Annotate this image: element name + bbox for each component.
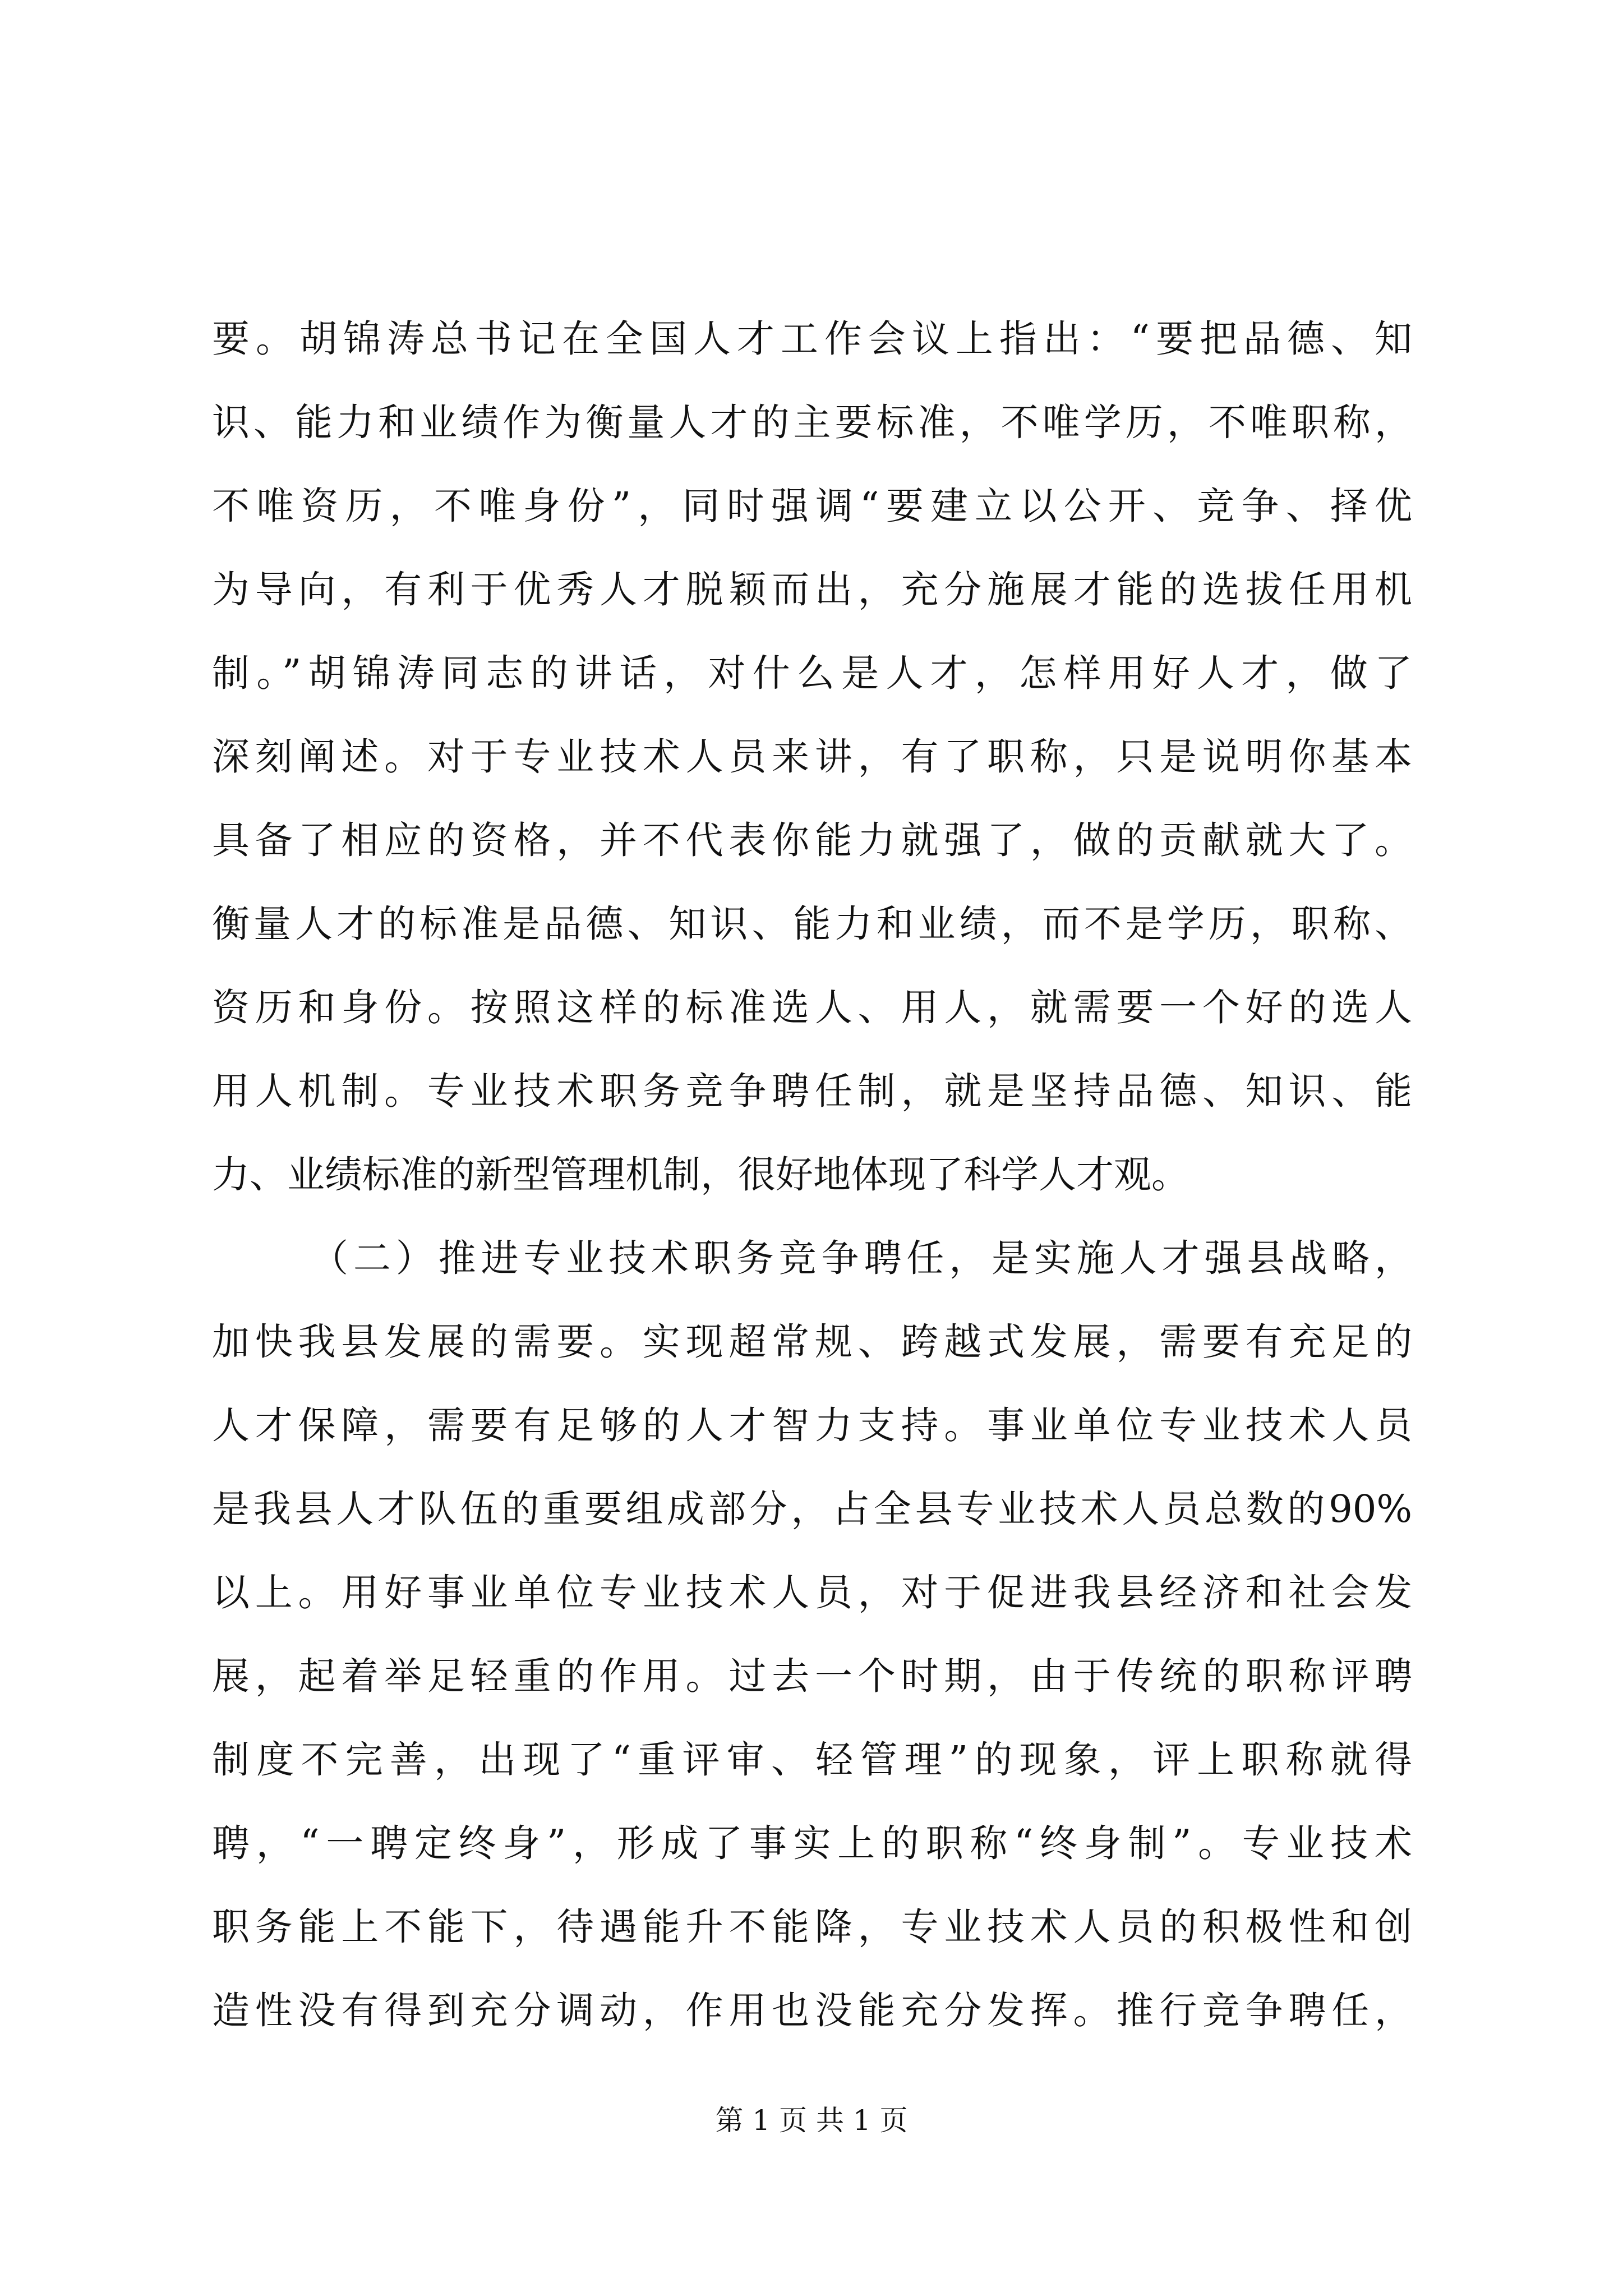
text-line: 衡量人才的标准是品德、知识、能力和业绩，而不是学历，职称、 [212,902,1412,946]
text-line: 造性没有得到充分调动，作用也没能充分发挥。推行竞争聘任， [212,1989,1412,2032]
text-line: 深刻阐述。对于专业技术人员来讲，有了职称，只是说明你基本 [212,735,1412,779]
text-line: 职务能上不能下，待遇能升不能降，专业技术人员的积极性和创 [212,1905,1412,1949]
text-line: 是我县人才队伍的重要组成部分，占全县专业技术人员总数的90% [212,1487,1412,1531]
page-number-footer: 第 1 页 共 1 页 [715,2104,908,2137]
text-line: 展，起着举足轻重的作用。过去一个时期，由于传统的职称评聘 [212,1654,1412,1698]
text-line: 为导向，有利于优秀人才脱颖而出，充分施展才能的选拔任用机 [212,568,1412,611]
text-line: 识、能力和业绩作为衡量人才的主要标准，不唯学历，不唯职称， [212,401,1412,444]
text-line: 以上。用好事业单位专业技术人员，对于促进我县经济和社会发 [212,1571,1412,1614]
text-line: 制度不完善，出现了“重评审、轻管理”的现象，评上职称就得 [212,1738,1412,1782]
text-line: 制。”胡锦涛同志的讲话，对什么是人才，怎样用好人才，做了 [212,651,1412,695]
text-line: 聘，“一聘定终身”，形成了事实上的职称“终身制”。专业技术 [212,1821,1412,1865]
text-line: 加快我县发展的需要。实现超常规、跨越式发展，需要有充足的 [212,1320,1412,1364]
body-text [212,297,1412,2053]
text-line: 不唯资历，不唯身份”，同时强调“要建立以公开、竞争、择优 [212,484,1412,528]
text-line: 用人机制。专业技术职务竞争聘任制，就是坚持品德、知识、能 [212,1069,1412,1113]
text-line: 资历和身份。按照这样的标准选人、用人，就需要一个好的选人 [212,986,1412,1029]
text-line: 人才保障，需要有足够的人才智力支持。事业单位专业技术人员 [212,1404,1412,1447]
text-line: 具备了相应的资格，并不代表你能力就强了，做的贡献就大了。 [212,818,1412,862]
text-line: 要。胡锦涛总书记在全国人才工作会议上指出：“要把品德、知 [212,317,1412,361]
section-heading-line: （二）推进专业技术职务竞争聘任，是实施人才强县战略， [311,1236,1412,1280]
paragraph-end-line: 力、业绩标准的新型管理机制，很好地体现了科学人才观。 [212,1153,1189,1197]
